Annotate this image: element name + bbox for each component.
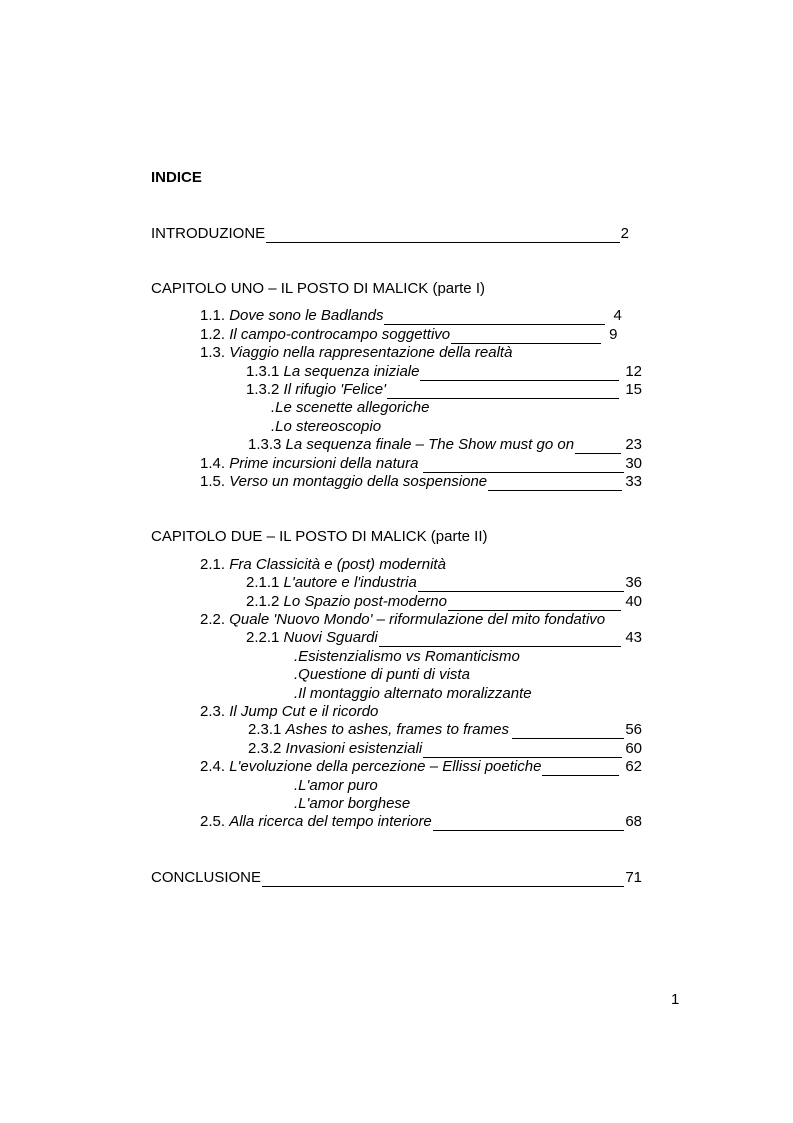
toc-entry-title: Il rifugio 'Felice'	[283, 381, 386, 398]
toc-subpoint: .Questione di punti di vista	[294, 666, 470, 683]
toc-entry-2-4	[200, 758, 642, 776]
toc-leader-line	[433, 816, 625, 831]
toc-entry-number: 2.1.2	[246, 593, 284, 610]
toc-page-number: 23	[625, 436, 642, 453]
toc-entry-title: Verso un montaggio della sospensione	[229, 473, 488, 490]
toc-entry-title: L'autore e l'industria	[283, 574, 417, 591]
toc-entry-title: Fra Classicità e (post) modernità	[229, 556, 446, 573]
toc-entry-label: CONCLUSIONE	[151, 869, 262, 886]
toc-entry-title: Nuovi Sguardi	[283, 629, 378, 646]
toc-entry-number: 2.5.	[200, 813, 230, 830]
toc-entry-title: Il Jump Cut e il ricordo	[229, 703, 379, 720]
toc-entry-conclusion	[151, 869, 642, 887]
toc-entry-2-1-1	[246, 574, 642, 592]
toc-entry-number: 1.1.	[200, 307, 230, 324]
toc-page-number: 12	[625, 363, 642, 380]
chapter-title: CAPITOLO DUE – IL POSTO DI MALICK (parte II)	[151, 528, 488, 545]
toc-subpoint: .Esistenzialismo vs Romanticismo	[294, 648, 520, 665]
toc-entry-number: 1.4.	[200, 455, 230, 472]
toc-leader-line	[512, 724, 624, 739]
toc-entry-number: 2.2.	[200, 611, 230, 628]
toc-leader-line	[266, 228, 619, 243]
toc-heading: INDICE	[151, 169, 202, 186]
toc-entry-number: 2.1.	[200, 556, 230, 573]
toc-entry-number: 2.1.1	[246, 574, 284, 591]
toc-entry-1-3-2	[246, 381, 642, 399]
toc-leader-line	[420, 366, 619, 381]
toc-entry-1-4	[200, 455, 642, 473]
toc-entry-title: Quale 'Nuovo Mondo' – riformulazione del mito fondativo	[229, 611, 606, 628]
toc-entry-title: La sequenza finale – The Show must go on	[285, 436, 575, 453]
toc-page-number: 4	[613, 307, 622, 324]
toc-entry-number: 2.3.2	[248, 740, 286, 757]
toc-leader-line	[451, 329, 601, 344]
page-number: 1	[671, 991, 680, 1008]
toc-page-number: 71	[625, 869, 642, 886]
toc-entry-number: 1.5.	[200, 473, 230, 490]
toc-entry-label: INTRODUZIONE	[151, 225, 266, 242]
toc-entry-number: 1.3.1	[246, 363, 284, 380]
toc-entry-number: 1.3.2	[246, 381, 284, 398]
toc-entry-1-2	[200, 326, 633, 344]
toc-leader-line	[448, 596, 621, 611]
toc-entry-title: Lo Spazio post-moderno	[283, 593, 447, 610]
toc-page-number: 30	[625, 455, 642, 472]
toc-entry-1-3-3	[248, 436, 642, 454]
toc-leader-line	[423, 458, 624, 473]
toc-leader-line	[384, 310, 605, 325]
toc-entry-2-1	[200, 556, 446, 574]
toc-entry-2-3-1	[248, 721, 642, 739]
toc-entry-2-2	[200, 611, 605, 629]
toc-leader-line	[542, 761, 619, 776]
toc-entry-1-3	[200, 344, 512, 362]
toc-entry-title: Il campo-controcampo soggettivo	[229, 326, 451, 343]
toc-page-number: 56	[625, 721, 642, 738]
toc-leader-line	[387, 384, 619, 399]
chapter-title: CAPITOLO UNO – IL POSTO DI MALICK (parte I)	[151, 280, 485, 297]
toc-page-number: 40	[625, 593, 642, 610]
toc-subpoint: .L'amor puro	[294, 777, 378, 794]
toc-subpoint: .L'amor borghese	[294, 795, 411, 812]
toc-page-number: 33	[625, 473, 642, 490]
toc-page-number: 9	[609, 326, 618, 343]
toc-subpoint: .Il montaggio alternato moralizzante	[294, 685, 532, 702]
toc-page-number: 36	[625, 574, 642, 591]
toc-leader-line	[423, 743, 622, 758]
toc-entry-number: 2.2.1	[246, 629, 284, 646]
toc-page-number: 68	[625, 813, 642, 830]
toc-page-number: 43	[625, 629, 642, 646]
toc-entry-title: Prime incursioni della natura	[229, 455, 419, 472]
toc-leader-line	[418, 577, 624, 592]
toc-entry-number: 1.2.	[200, 326, 230, 343]
toc-entry-title: L'evoluzione della percezione – Ellissi poetiche	[229, 758, 542, 775]
toc-leader-line	[488, 476, 622, 491]
toc-leader-line	[379, 632, 622, 647]
toc-entry-number: 2.3.1	[248, 721, 286, 738]
toc-entry-1-5	[200, 473, 642, 491]
toc-leader-line	[575, 439, 621, 454]
toc-entry-title: La sequenza iniziale	[283, 363, 420, 380]
toc-page-number: 15	[625, 381, 642, 398]
toc-entry-introduction	[151, 225, 629, 243]
toc-page-number: 62	[625, 758, 642, 775]
toc-entry-number: 2.4.	[200, 758, 230, 775]
toc-subpoint: .Lo stereoscopio	[271, 418, 382, 435]
toc-entry-2-5	[200, 813, 642, 831]
toc-page-number: 2	[620, 225, 629, 242]
toc-entry-2-2-1	[246, 629, 642, 647]
toc-entry-1-1	[200, 307, 642, 325]
toc-entry-title: Invasioni esistenziali	[285, 740, 423, 757]
toc-entry-title: Alla ricerca del tempo interiore	[229, 813, 432, 830]
toc-page-number: 60	[625, 740, 642, 757]
toc-entry-title: Viaggio nella rappresentazione della realtà	[229, 344, 513, 361]
toc-entry-number: 2.3.	[200, 703, 230, 720]
toc-entry-title: Dove sono le Badlands	[229, 307, 384, 324]
toc-entry-number: 1.3.3	[248, 436, 286, 453]
toc-subpoint: .Le scenette allegoriche	[271, 399, 430, 416]
toc-leader-line	[262, 872, 624, 887]
toc-entry-2-1-2	[246, 593, 642, 611]
toc-entry-2-3	[200, 703, 378, 721]
toc-entry-1-3-1	[246, 363, 642, 381]
toc-entry-title: Ashes to ashes, frames to frames	[285, 721, 509, 738]
toc-entry-2-3-2	[248, 740, 642, 758]
toc-entry-number: 1.3.	[200, 344, 230, 361]
